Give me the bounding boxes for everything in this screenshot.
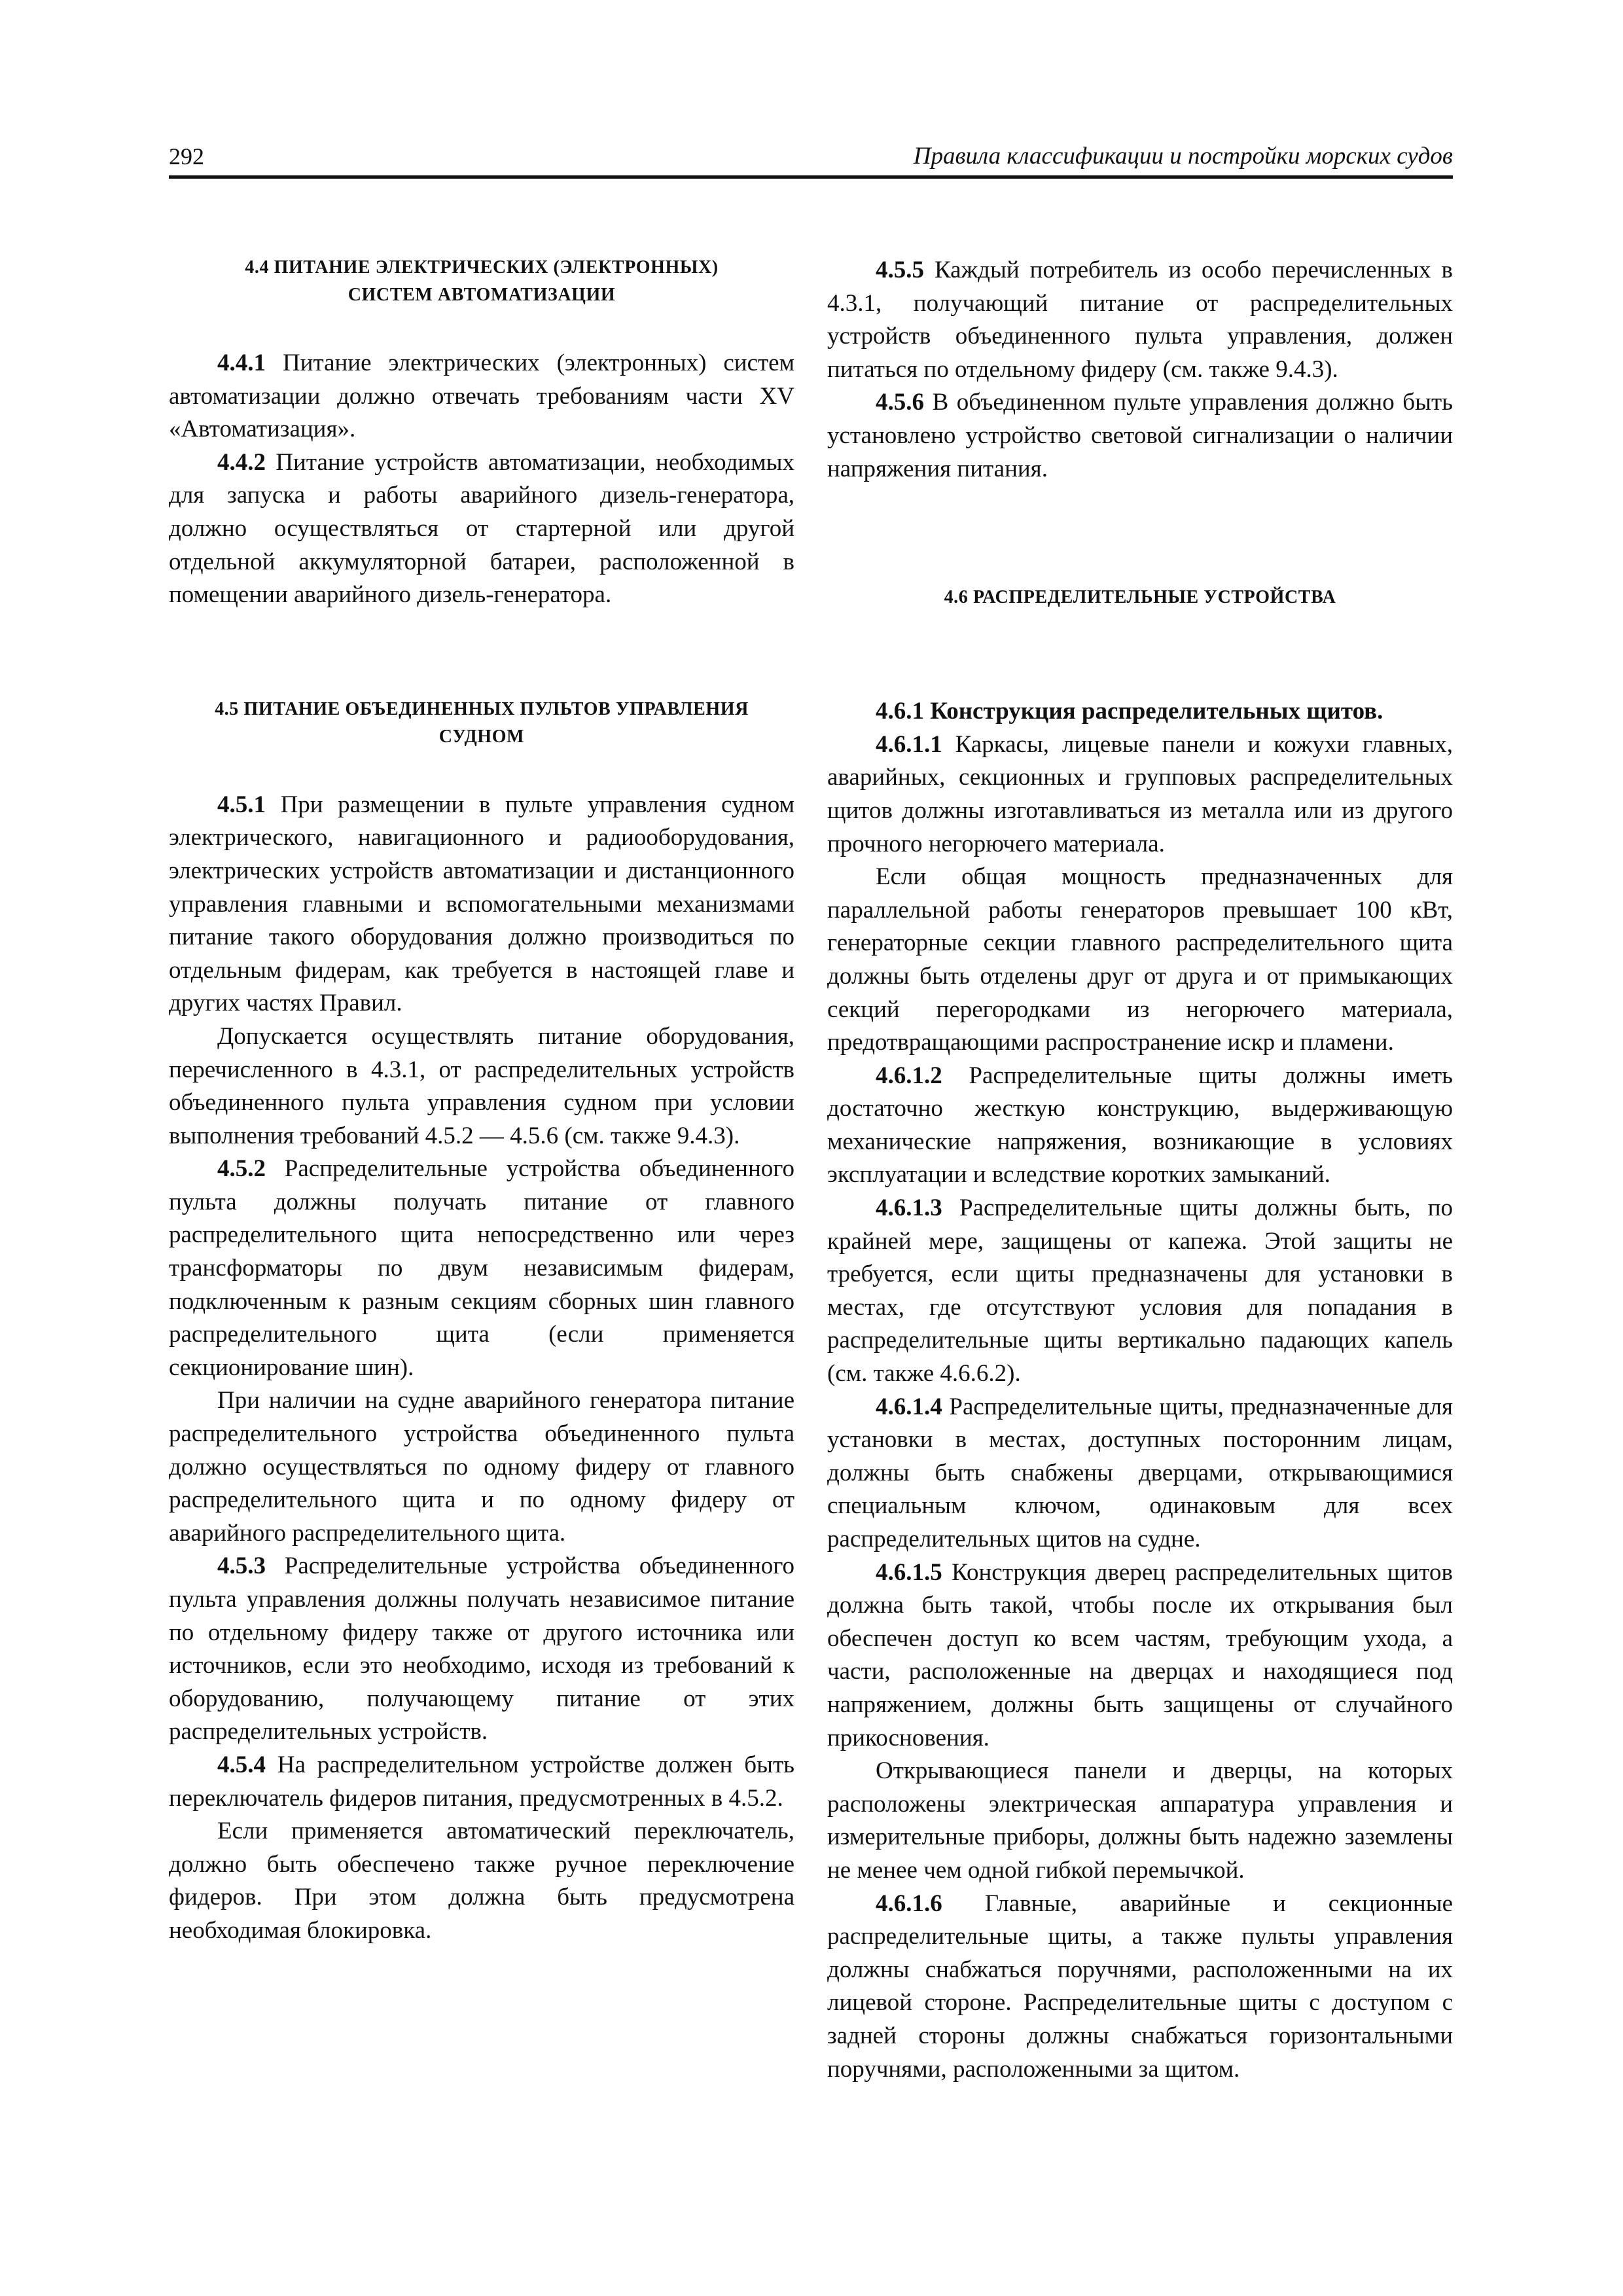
paragraph-4-5-6 [827,386,1453,486]
paragraph-text: Распределительные устройства объединенного пульта управления должны получать независимое питание по отдельному фидеру также от другого источника или источников, если это необходимо, исходя из требований к оборудованию, получающему питание от этих распределительных устройств. [169,1552,794,1746]
paragraph-4-6-1-4 [827,1391,1453,1556]
clause-number: 4.5.2 [217,1155,266,1183]
paragraph-text: Каждый потребитель из особо перечисленных в 4.3.1, получающий питание от распределительных устройств объединенного пульта управления, должен питаться по отдельному фидеру (см. также 9.4.3). [827,257,1453,383]
paragraph-text: В объединенном пульте управления должно быть установлено устройство световой сигнализации о наличии напряжения питания. [827,389,1453,482]
paragraph-text: Питание электрических (электронных) систем автоматизации должно отвечать требованиям части XV «Автоматизация». [169,350,794,443]
paragraph-text: Распределительные щиты должны иметь достаточно жесткую конструкцию, выдерживающую механические напряжения, возникающие в условиях эксплуатации и вследствие коротких замыканий. [827,1062,1453,1189]
paragraph-4-5-5 [827,254,1453,386]
paragraph-4-5-1-continued: Допускается осуществлять питание оборудования, перечисленного в 4.3.1, от распределительных устройств объединенного пульта управления судном при условии выполнения требований 4.5.2 — 4.5.6 (см. также 9.4.3). [169,1022,794,1149]
clause-number: 4.6.1.3 [876,1194,942,1222]
paragraph-4-5-4-continued: Если применяется автоматический переключатель, должно быть обеспечено также ручное переключение фидеров. При этом должна быть предусмотрена необходимая блокировка. [169,1818,794,1944]
paragraph-4-6-1-1 [827,728,1453,861]
paragraph-4-4-2 [169,446,794,612]
section-heading-line: 4.5 ПИТАНИЕ ОБЪЕДИНЕННЫХ ПУЛЬТОВ УПРАВЛЕНИЯ [215,698,749,719]
paragraph-4-6-1-1-continued: Если общая мощность предназначенных для параллельной работы генераторов превышает 100 кВт, генераторные секции главного распределительного щита должны быть отделены друг от друга и от примыкающих секций перегородками из негорючего материала, предотвращающими распространение искр и пламени. [827,863,1453,1056]
page-number: 292 [169,143,204,170]
paragraph-text: Главные, аварийные и секционные распределительные щиты, а также пульты управления должны снабжаться поручнями, расположенными на их лицевой стороне. Распределительные щиты с доступом с задней стороны должны снабжаться горизонтальными поручнями, расположенными за щитом. [827,1890,1453,2083]
clause-number: 4.5.3 [217,1552,266,1580]
paragraph-4-5-4 [169,1749,794,1815]
paragraph-4-5-2 [169,1153,794,1384]
page-header [169,134,1453,175]
right-column [827,254,1453,2086]
paragraph-text: Распределительные щиты должны быть, по крайней мере, защищены от капежа. Этой защиты не требуется, если щиты предназначены для установки в местах, где отсутствуют условия для попадания в распределительные щиты вертикально падающих капель (см. также 4.6.6.2). [827,1194,1453,1388]
paragraph-4-5-1 [169,789,794,1020]
clause-number: 4.5.4 [217,1751,266,1778]
paragraph-4-6-1-5-continued: Открывающиеся панели и дверцы, на которых расположены электрическая аппаратура управления и измерительные приборы, должны быть надежно заземлены не менее чем одной гибкой перемычкой. [827,1757,1453,1884]
paragraph-4-6-1-5 [827,1556,1453,1755]
section-heading-4-6: 4.6 РАСПРЕДЕЛИТЕЛЬНЫЕ УСТРОЙСТВА [944,587,1336,608]
left-column [169,254,794,1948]
paragraph-text: Распределительные щиты, предназначенные для установки в местах, доступных посторонним лицам, должны быть снабжены дверцами, открывающимися специальным ключом, одинаковым для всех распределительных щитов на судне. [827,1393,1453,1552]
clause-number: 4.4.2 [217,448,266,476]
clause-number: 4.6.1.4 [876,1393,942,1420]
clause-number: 4.6.1.2 [876,1062,942,1089]
paragraph-4-6-1-3 [827,1192,1453,1391]
clause-number: 4.6.1.1 [876,730,942,758]
paragraph-text: Распределительные устройства объединенного пульта должны получать питание от главного распределительного щита непосредственно или через трансформаторы по двум независимым фидерам, подключенным к разным секциям сборных шин главного распределительного щита (если применяется секционирование шин). [169,1155,794,1381]
clause-number: 4.4.1 [217,350,266,376]
paragraph-4-5-2-continued: При наличии на судне аварийного генератора питание распределительного устройства объединенного пульта должно осуществляться по одному фидеру от главного распределительного щита и по одному фидеру от аварийного распределительного щита. [169,1387,794,1547]
paragraph-text: Каркасы, лицевые панели и кожухи главных, аварийных, секционных и групповых распределительных щитов должны изготавливаться из металла или из другого прочного негорючего материала. [827,730,1453,857]
clause-number: 4.6.1.6 [876,1890,942,1917]
paragraph-4-5-3 [169,1550,794,1749]
clause-number: 4.5.6 [876,389,924,416]
paragraph-text: Питание устройств автоматизации, необходимых для запуска и работы аварийного дизель-генератора, должно осуществляться от стартерной или другой отдельной аккумуляторной батареи, расположенной в помещении аварийного дизель-генератора. [169,448,794,609]
running-title: Правила классификации и постройки морских судов [913,143,1453,170]
paragraph-4-6-1-6 [827,1888,1453,2087]
clause-number: 4.5.5 [876,257,924,283]
clause-number: 4.6.1.5 [876,1558,942,1586]
paragraph-text: При размещении в пульте управления судном электрического, навигационного и радиооборудования, электрических устройств автоматизации и дистанционного управления главными и вспомогательными механизмами питание такого оборудования должно производиться по отдельным фидерам, как требуется в настоящей главе и других частях Правил. [169,791,794,1017]
header-rule [169,175,1453,179]
section-heading-line: 4.4 ПИТАНИЕ ЭЛЕКТРИЧЕСКИХ (ЭЛЕКТРОННЫХ) [245,257,719,278]
paragraph-text: Конструкция дверец распределительных щитов должна быть такой, чтобы после их открывания был обеспечен доступ ко всем частям, требующим ухода, а части, расположенные на дверцах и находящиеся под напряжением, должны быть защищены от случайного прикосновения. [827,1558,1453,1751]
paragraph-text: На распределительном устройстве должен быть переключатель фидеров питания, предусмотренных в 4.5.2. [169,1751,794,1812]
subsection-heading-4-6-1: 4.6.1 Конструкция распределительных щитов. [876,698,1383,725]
section-heading-line: СУДНОМ [438,726,525,747]
clause-number: 4.5.1 [217,791,266,818]
section-heading-4-4 [169,254,794,309]
section-heading-4-5 [169,696,794,751]
paragraph-4-6-1-2 [827,1060,1453,1192]
paragraph-4-4-1 [169,347,794,446]
section-heading-line: СИСТЕМ АВТОМАТИЗАЦИИ [348,285,616,305]
